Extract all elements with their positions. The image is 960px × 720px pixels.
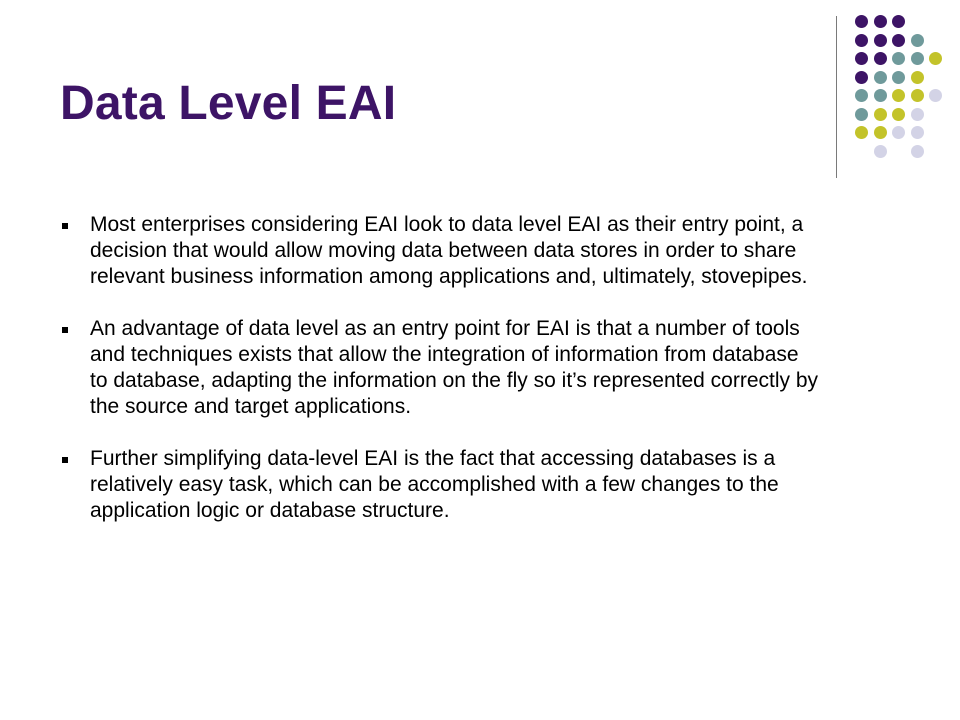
slide-title: Data Level EAI: [60, 77, 397, 130]
decorative-dot: [929, 52, 942, 65]
bullet-text: Further simplifying data-level EAI is the fact that accessing databases is a relatively easy task, which can be accomplished with a few changes to the application logic or database structure.: [90, 447, 779, 522]
decorative-dot: [874, 89, 887, 102]
square-bullet-icon: [62, 223, 68, 229]
decorative-dot: [855, 126, 868, 139]
decorative-dot: [892, 52, 905, 65]
decorative-dot: [929, 89, 942, 102]
bullet-list: [0, 212, 960, 524]
square-bullet-icon: [62, 457, 68, 463]
decorative-dot: [874, 52, 887, 65]
decorative-dot: [911, 108, 924, 121]
decorative-dot: [911, 52, 924, 65]
decorative-dot: [855, 15, 868, 28]
bullet-text: An advantage of data level as an entry point for EAI is that a number of tools and techniques exists that allow the integration of information from database to database, adapting the information on the fly so it’s represented correctly by the source and target applications.: [90, 317, 819, 418]
bullet-item-1: [0, 212, 820, 290]
decorative-dot: [892, 34, 905, 47]
decorative-dot: [892, 89, 905, 102]
decorative-dot: [911, 89, 924, 102]
decorative-dot: [874, 71, 887, 84]
decorative-dot: [874, 145, 887, 158]
square-bullet-icon: [62, 327, 68, 333]
decorative-dot: [874, 15, 887, 28]
decorative-dot: [911, 126, 924, 139]
decorative-dot: [855, 108, 868, 121]
decorative-dot: [911, 71, 924, 84]
decorative-dot: [892, 126, 905, 139]
decorative-dot: [874, 126, 887, 139]
decorative-dot: [892, 108, 905, 121]
decorative-dot: [892, 15, 905, 28]
decorative-dot: [892, 71, 905, 84]
decorative-dot: [874, 34, 887, 47]
decorative-dot: [855, 34, 868, 47]
bullet-item-3: [0, 446, 820, 524]
bullet-text: Most enterprises considering EAI look to data level EAI as their entry point, a decision that would allow moving data between data stores in order to share relevant business information among applications and, ultimately, stovepipes.: [90, 213, 808, 288]
decorative-dot: [874, 108, 887, 121]
decorative-dot: [855, 52, 868, 65]
decorative-dot: [911, 145, 924, 158]
decorative-dot: [911, 34, 924, 47]
vertical-divider-line: [836, 16, 837, 178]
decorative-dot: [855, 89, 868, 102]
decorative-dot: [855, 71, 868, 84]
bullet-item-2: [0, 316, 820, 420]
